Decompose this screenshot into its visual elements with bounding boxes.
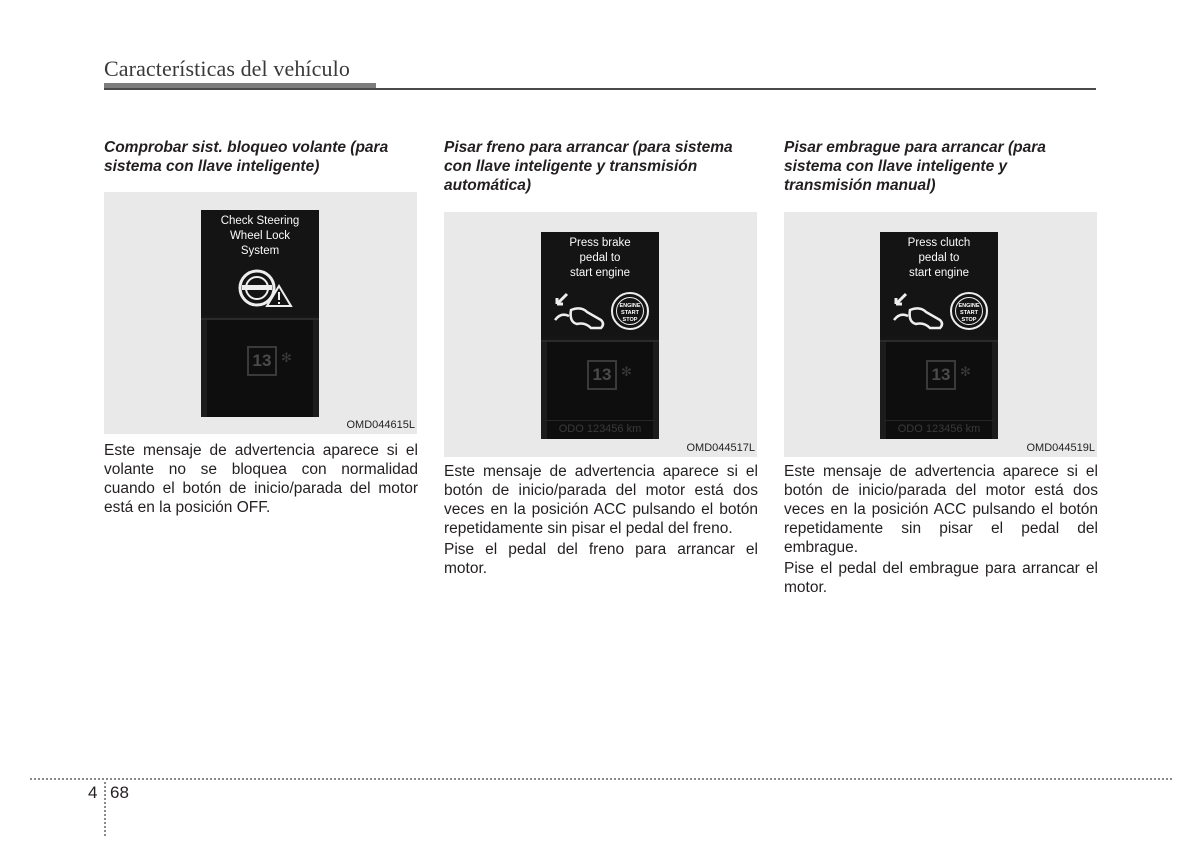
engine-start-stop-button-icon [611,292,649,330]
footer-rule [30,778,1172,780]
section-heading: Comprobar sist. bloqueo volante (para sistema con llave inteligente) [104,139,389,175]
page-title: Características del vehículo [104,56,350,81]
odometer-readout: ODO 123456 km [884,420,994,437]
body-paragraph: Pise el pedal del embrague para arrancar el motor. [784,560,1098,596]
engine-start-stop-button-icon [950,292,988,330]
snowflake-icon: ✻ [281,350,292,365]
figure-code: OMD044519L [1026,442,1095,454]
body-paragraph: Este mensaje de advertencia aparece si el botón de inicio/parada del motor está dos veces en la posición ACC pulsando el botón repetidamente sin pisar el pedal del freno. [444,463,758,537]
cluster-display [541,232,659,439]
engine-button-label: ENGINE START STOP [616,297,644,325]
body-paragraph: Este mensaje de advertencia aparece si el volante no se bloquea con normalidad cuando el botón de inicio/parada del motor está en la posición OFF. [104,442,418,516]
section-steering-lock [104,138,418,517]
section-heading: Pisar embrague para arrancar (para sistema con llave inteligente y transmisión manual) [784,139,1046,194]
display-message: Check Steering Wheel Lock System [220,215,300,257]
figure-steering-lock [104,192,417,434]
steering-wheel-warning-icon [233,266,293,310]
foot-pedal-icon [890,290,946,332]
foot-pedal-icon [551,290,607,332]
figure-code: OMD044517L [686,442,755,454]
display-message: Press clutch pedal to start engine [907,237,971,279]
figure-press-brake [444,212,757,457]
snowflake-icon: ✻ [960,364,971,379]
odometer-readout: ODO 123456 km [545,420,655,437]
gear-indicator: 13 [926,360,956,390]
display-message: Press brake pedal to start engine [569,237,631,279]
header-rule [104,88,1096,90]
figure-code: OMD044615L [346,419,415,431]
section-press-brake [444,138,758,578]
cluster-lower-panel [880,342,998,439]
cluster-display [201,210,319,417]
cluster-lower-panel [541,342,659,439]
footer-vertical-rule [104,782,106,836]
gear-indicator: 13 [247,346,277,376]
chapter-number: 4 [88,783,98,802]
section-press-clutch [784,138,1098,597]
body-paragraph: Este mensaje de advertencia aparece si el botón de inicio/parada del motor está dos veces en la posición ACC pulsando el botón repetidamente sin pisar el pedal del embrague. [784,463,1098,556]
body-paragraph: Pise el pedal del freno para arrancar el motor. [444,541,758,577]
cluster-lower-panel [201,320,319,417]
cluster-display [880,232,998,439]
section-heading: Pisar freno para arrancar (para sistema con llave inteligente y transmisión automática) [444,139,733,194]
snowflake-icon: ✻ [621,364,632,379]
gear-indicator: 13 [587,360,617,390]
figure-press-clutch [784,212,1097,457]
page-number: 68 [110,783,129,802]
engine-button-label: ENGINE START STOP [955,297,983,325]
